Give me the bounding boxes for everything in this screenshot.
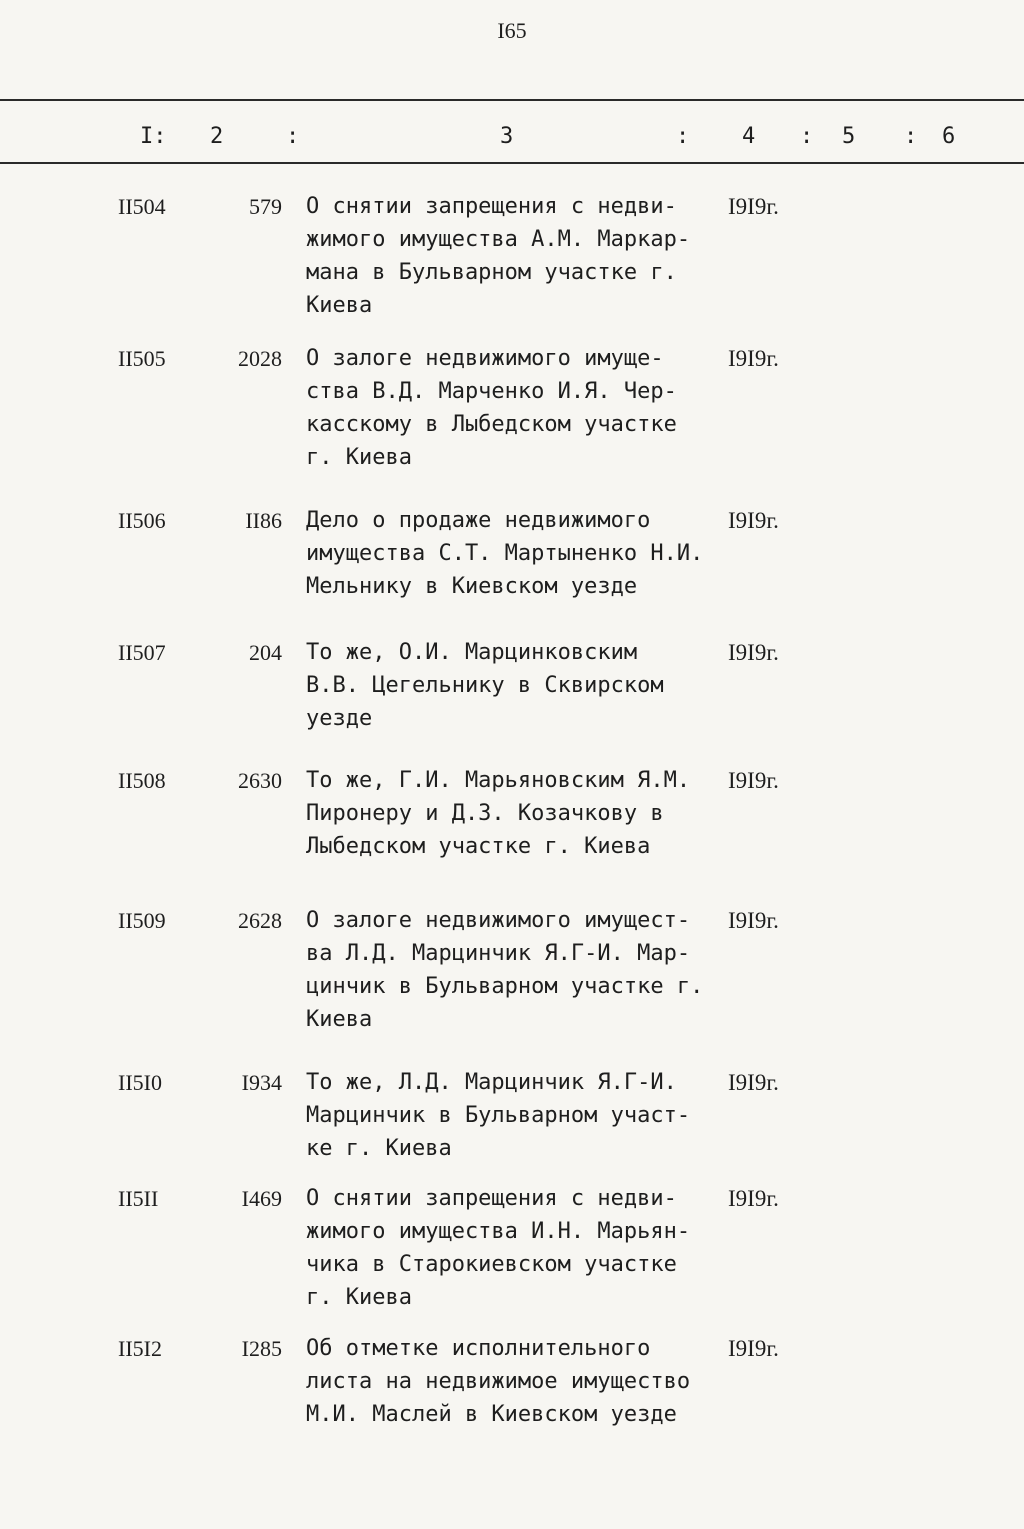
entry-year: I9I9г.	[728, 1070, 779, 1095]
entry-number: II508	[118, 768, 166, 793]
archive-number: II86	[245, 508, 282, 533]
entry-number: II506	[118, 508, 166, 533]
archive-number: 2628	[238, 908, 282, 933]
entry-year: I9I9г.	[728, 508, 779, 533]
archive-number: I934	[241, 1070, 282, 1095]
archive-number: 2630	[238, 768, 282, 793]
entry-description: О снятии запрещения с недви- жимого имущества И.Н. Марьян- чика в Старокиевском участке г. Киева	[306, 1186, 691, 1310]
header-separator: :	[676, 124, 690, 149]
entry-description: Об отметке исполнительного листа на недвижимое имущество М.И. Маслей в Киевском уезде	[306, 1336, 691, 1427]
archive-number: I469	[241, 1186, 282, 1211]
entry-year: I9I9г.	[728, 1186, 779, 1211]
entry-number: II509	[118, 908, 166, 933]
column-header	[0, 124, 1024, 154]
entry-description: О залоге недвижимого имущест- ва Л.Д. Марцинчик Я.Г-И. Мар- цинчик в Бульварном участке г. Киева	[306, 908, 704, 1032]
entry-year: I9I9г.	[728, 908, 779, 933]
entry-number: II504	[118, 194, 166, 219]
header-col-1: I:	[140, 124, 167, 149]
header-col-6: 6	[942, 124, 956, 149]
entry-description: То же, О.И. Марцинковским В.В. Цегельнику в Сквирском уезде	[306, 640, 664, 731]
entry-description: О залоге недвижимого имуще- ства В.Д. Марченко И.Я. Чер- касскому в Лыбедском участке г. Киева	[306, 346, 677, 470]
page-number: I65	[497, 18, 527, 43]
header-separator: :	[800, 124, 814, 149]
header-col-2: 2	[210, 124, 224, 149]
header-col-5: 5	[842, 124, 856, 149]
entry-number: II5II	[118, 1186, 159, 1211]
header-top-rule	[0, 99, 1024, 101]
header-bottom-rule	[0, 162, 1024, 164]
entry-description: То же, Г.И. Марьяновским Я.М. Пиронеру и Д.З. Козачкову в Лыбедском участке г. Киева	[306, 768, 691, 859]
entry-number: II5I2	[118, 1336, 162, 1361]
entry-year: I9I9г.	[728, 346, 779, 371]
entry-number: II5I0	[118, 1070, 162, 1095]
entry-description: О снятии запрещения с недви- жимого имущества А.М. Маркар- мана в Бульварном участке г. Киева	[306, 194, 691, 318]
header-separator: :	[904, 124, 918, 149]
entry-year: I9I9г.	[728, 768, 779, 793]
entry-year: I9I9г.	[728, 1336, 779, 1361]
header-col-4: 4	[742, 124, 756, 149]
archive-number: I285	[241, 1336, 282, 1361]
entry-number: II507	[118, 640, 166, 665]
entry-description: То же, Л.Д. Марцинчик Я.Г-И. Марцинчик в Бульварном участ- ке г. Киева	[306, 1070, 691, 1161]
entry-year: I9I9г.	[728, 194, 779, 219]
entry-year: I9I9г.	[728, 640, 779, 665]
archive-number: 579	[249, 194, 282, 219]
header-separator: :	[286, 124, 300, 149]
archive-number: 2028	[238, 346, 282, 371]
entry-number: II505	[118, 346, 166, 371]
archive-number: 204	[249, 640, 282, 665]
entry-description: Дело о продаже недвижимого имущества С.Т. Мартыненко Н.И. Мельнику в Киевском уезде	[306, 508, 704, 599]
header-col-3: 3	[500, 124, 514, 149]
